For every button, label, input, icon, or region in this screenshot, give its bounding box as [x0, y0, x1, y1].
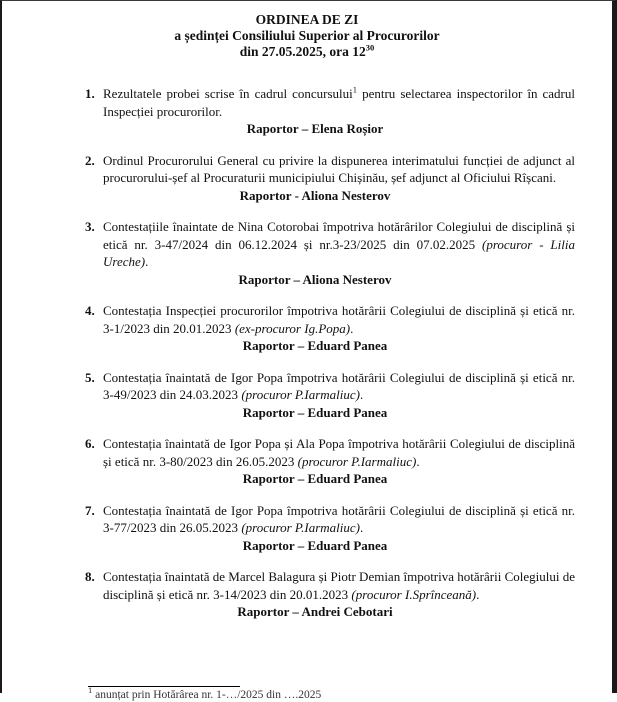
item-text-segment: Contestația înaintată de Igor Popa și Ala Popa împotriva hotărârii Colegiului de disciplină și etică nr. 3-80/2023 din 26.05.2023	[103, 436, 575, 469]
agenda-item	[85, 502, 575, 555]
item-text-italic: (procuror P.Iarmaliuc)	[241, 387, 360, 402]
date-line-text: din 27.05.2025, ora 12	[239, 44, 366, 59]
raportor-line: Raportor – Eduard Panea	[242, 404, 388, 420]
item-number: 7.	[85, 502, 95, 518]
raportor-line: Raportor – Andrei Cebotari	[237, 604, 393, 619]
item-text	[103, 369, 575, 404]
footnote-text	[88, 685, 548, 702]
item-text-segment: .	[360, 387, 364, 402]
item-text	[103, 152, 575, 187]
agenda-item	[85, 369, 575, 422]
item-text	[103, 302, 575, 337]
item-text-segment: .	[145, 254, 149, 269]
item-number: 3.	[85, 219, 95, 234]
item-number: 1.	[85, 86, 95, 101]
item-number: 6.	[85, 436, 95, 451]
agenda-item	[85, 568, 575, 621]
date-line-superscript: 30	[365, 42, 375, 53]
item-text	[103, 435, 575, 470]
item-text-segment: Ordinul Procurorului General cu privire la dispunerea interimatului funcției de adjunct al procurorului-șef al Procuraturii municipiului Chișinău, șef adjunct al Oficiului Rîșcani.	[103, 152, 575, 185]
agenda-list	[2, 85, 612, 621]
raportor-line: Raportor – Aliona Nesterov	[238, 271, 392, 287]
raportor-line: Raportor – Eduard Panea	[242, 471, 388, 486]
item-text	[103, 218, 575, 271]
item-text	[103, 568, 575, 603]
footnote-partial-text: anunțat prin Hotărârea nr. 1-…/2025 din ….2025	[92, 689, 322, 701]
item-text-segment: Rezultatele probei scrise în cadrul concursului	[103, 86, 353, 101]
agenda-item	[85, 218, 575, 288]
item-text-italic: (procuror - Lilia Ureche)	[103, 236, 575, 269]
item-text-segment: Contestația înaintată de Igor Popa împotriva hotărârii Colegiului de disciplină și etică nr. 3-77/2023 din 26.05.2023	[103, 502, 575, 535]
item-text-segment: Contestația Inspecției procurorilor împotriva hotărârii Colegiului de disciplină și etică nr. 3-1/2023 din 20.01.2023	[103, 303, 575, 336]
agenda-item	[85, 84, 575, 138]
raportor-line: Raportor – Eduard Panea	[242, 537, 388, 553]
document-header	[2, 1, 612, 60]
item-text-segment: Contestația înaintată de Igor Popa împotriva hotărârii Colegiului de disciplină și etică nr. 3-49/2023 din 24.03.2023	[103, 369, 575, 402]
item-text-italic: (procuror P.Iarmaliuc)	[297, 453, 417, 469]
item-text-segment: .	[476, 586, 480, 602]
item-number: 5.	[85, 369, 95, 385]
agenda-item	[85, 152, 575, 205]
item-text-italic: (procuror I.Sprînceană)	[351, 586, 477, 602]
agenda-item	[85, 302, 575, 355]
footnote-rule	[88, 686, 240, 687]
raportor-line: Raportor - Aliona Nesterov	[239, 187, 391, 203]
footnote-marker: 1	[88, 685, 93, 696]
item-text-segment: .	[360, 520, 364, 535]
footnote-reference: 1	[352, 84, 358, 95]
item-number: 4.	[85, 303, 95, 318]
item-text-segment: Contestația înaintată de Marcel Balagura și Piotr Demian împotriva hotărârii Colegiului de disciplină și etică nr. 3-14/2023 din 20.01.2023	[103, 569, 575, 602]
item-text-italic: (procuror P.Iarmaliuc)	[241, 520, 360, 535]
item-text-segment: .	[350, 320, 354, 336]
item-number: 2.	[85, 152, 95, 168]
raportor-line: Raportor – Elena Roșior	[246, 121, 384, 136]
raportor-line: Raportor – Eduard Panea	[242, 338, 388, 353]
date-line	[2, 44, 612, 60]
item-text-segment: Contestațiile înaintate de Nina Cotorobai împotriva hotărârilor Colegiului de disciplină și etică nr. 3-47/2024 din 06.12.2024 și nr.3-23/2025 din 07.02.2025	[103, 219, 575, 252]
page-title: ORDINEA DE ZI	[255, 12, 359, 27]
item-text-italic: (ex-procuror Ig.Popa)	[234, 320, 351, 336]
item-text	[103, 85, 575, 120]
item-text-segment: pentru selectarea inspectorilor în cadrul Inspecției procurorilor.	[103, 86, 575, 119]
item-number: 8.	[85, 569, 95, 584]
item-text	[103, 502, 575, 537]
page-subtitle: a ședinței Consiliului Superior al Procurorilor	[174, 28, 440, 43]
item-text-segment: .	[416, 453, 420, 469]
agenda-item	[85, 435, 575, 488]
